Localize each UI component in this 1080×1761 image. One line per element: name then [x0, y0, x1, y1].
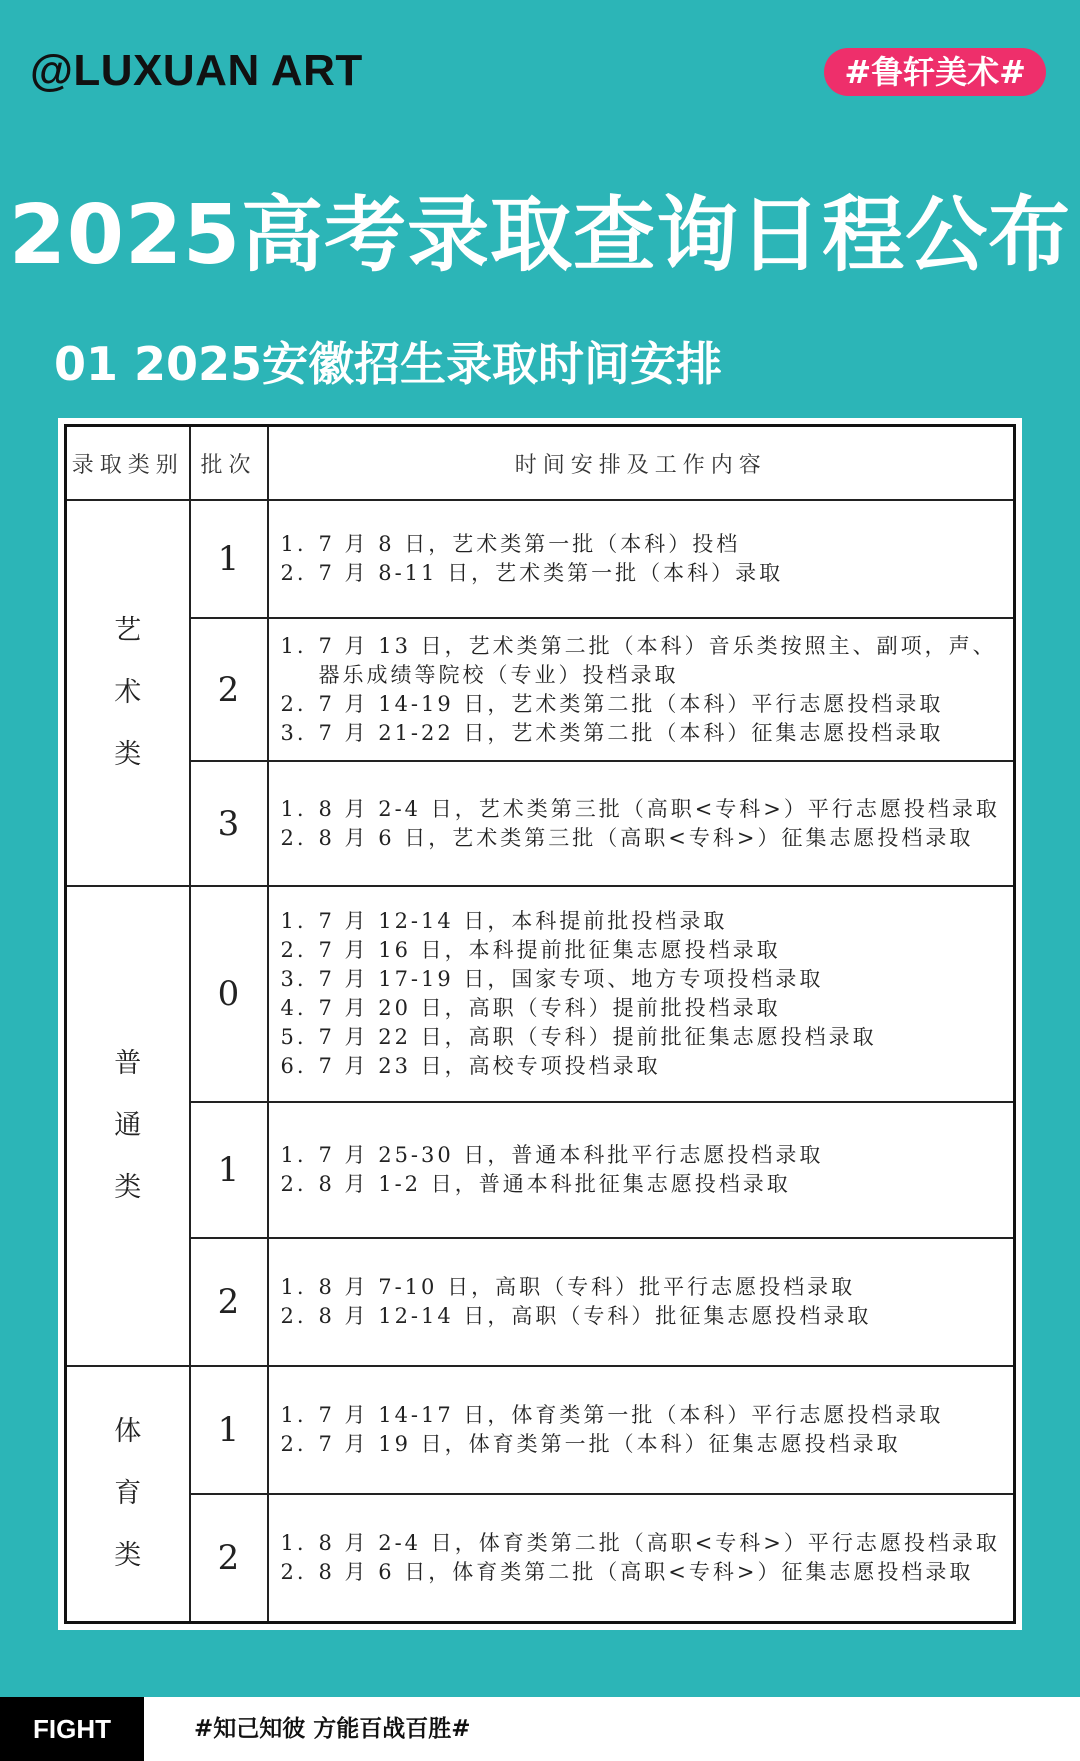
brand-logo-text: @LUXUAN ART [30, 46, 363, 95]
item-number: 1. [280, 1531, 307, 1556]
content-cell [268, 886, 1015, 1102]
content-cell [268, 1366, 1015, 1494]
item-number: 6. [280, 1053, 307, 1078]
item-text: 7 月 21-22 日，艺术类第二批（本科）征集志愿投档录取 [318, 720, 944, 745]
item-text: 7 月 8 日，艺术类第一批（本科）投档 [318, 532, 741, 557]
batch-cell: 0 [190, 886, 268, 1102]
content-cell [268, 1238, 1015, 1366]
item-number: 2. [280, 1432, 307, 1457]
schedule-item [281, 719, 1004, 748]
schedule-item [281, 907, 1004, 936]
item-text: 8 月 7-10 日，高职（专科）批平行志愿投档录取 [318, 1274, 856, 1299]
item-number: 3. [280, 720, 307, 745]
item-text: 7 月 12-14 日，本科提前批投档录取 [318, 908, 728, 933]
item-text: 8 月 2-4 日，艺术类第三批（高职<专科>）平行志愿投档录取 [318, 796, 1000, 821]
table-row [66, 1366, 1015, 1494]
item-number: 4. [280, 995, 307, 1020]
fight-label: FIGHT [0, 1697, 144, 1761]
item-text: 7 月 20 日，高职（专科）提前批投档录取 [318, 995, 781, 1020]
item-text: 7 月 13 日，艺术类第二批（本科）音乐类按照主、副项，声、器乐成绩等院校（专业）投档录取 [318, 633, 997, 687]
item-number: 1. [280, 908, 307, 933]
item-number: 1. [280, 633, 307, 658]
item-number: 2. [280, 1560, 307, 1585]
category-char: 通 [114, 1109, 142, 1141]
hashtag-badge: #鲁轩美术# [824, 48, 1046, 96]
batch-cell: 3 [190, 761, 268, 885]
batch-cell: 2 [190, 618, 268, 761]
category-char: 类 [114, 738, 142, 770]
item-text: 7 月 22 日，高职（专科）提前批征集志愿投档录取 [318, 1024, 877, 1049]
schedule-item [281, 690, 1004, 719]
schedule-item [281, 965, 1004, 994]
table-row [66, 500, 1015, 618]
table-body [66, 500, 1015, 1623]
table-row [66, 1102, 1015, 1238]
content-cell [268, 1494, 1015, 1622]
batch-cell: 2 [190, 1238, 268, 1366]
footer-bar [0, 1697, 1080, 1761]
item-text: 7 月 23 日，高校专项投档录取 [318, 1053, 661, 1078]
schedule-item [281, 1302, 1004, 1331]
schedule-item [281, 1558, 1004, 1587]
category-cell [66, 1366, 190, 1622]
item-text: 7 月 19 日，体育类第一批（本科）征集志愿投档录取 [318, 1432, 901, 1457]
item-text: 8 月 6 日，体育类第二批（高职<专科>）征集志愿投档录取 [318, 1560, 974, 1585]
item-text: 7 月 25-30 日，普通本科批平行志愿投档录取 [318, 1142, 824, 1167]
table-row [66, 1494, 1015, 1622]
item-number: 1. [280, 1142, 307, 1167]
schedule-item [281, 559, 1004, 588]
table-row [66, 1238, 1015, 1366]
batch-cell: 1 [190, 500, 268, 618]
category-char: 类 [114, 1171, 142, 1203]
category-cell [66, 886, 190, 1366]
table-row [66, 618, 1015, 761]
item-number: 2. [280, 937, 307, 962]
table-row [66, 886, 1015, 1102]
schedule-item [281, 795, 1004, 824]
section-subtitle: 01 2025安徽招生录取时间安排 [54, 337, 723, 391]
item-number: 1. [280, 1274, 307, 1299]
content-cell [268, 1102, 1015, 1238]
schedule-item [281, 1529, 1004, 1558]
item-number: 2. [280, 561, 307, 586]
page-title: 2025高考录取查询日程公布 [8, 188, 1072, 283]
category-char: 育 [114, 1478, 142, 1510]
header-batch: 批次 [190, 426, 268, 501]
schedule-item [281, 1401, 1004, 1430]
category-char: 普 [114, 1047, 142, 1079]
item-text: 7 月 17-19 日，国家专项、地方专项投档录取 [318, 966, 824, 991]
item-text: 7 月 16 日，本科提前批征集志愿投档录取 [318, 937, 781, 962]
header-content: 时间安排及工作内容 [268, 426, 1015, 501]
item-number: 1. [280, 796, 307, 821]
schedule-item [281, 936, 1004, 965]
batch-cell: 2 [190, 1494, 268, 1622]
schedule-card [58, 418, 1022, 1630]
item-text: 8 月 6 日，艺术类第三批（高职<专科>）征集志愿投档录取 [318, 825, 974, 850]
item-number: 5. [280, 1024, 307, 1049]
category-cell [66, 500, 190, 886]
category-char: 术 [114, 676, 142, 708]
schedule-item [281, 530, 1004, 559]
category-char: 体 [114, 1416, 142, 1448]
content-cell [268, 761, 1015, 885]
schedule-item [281, 824, 1004, 853]
schedule-table [64, 424, 1016, 1624]
item-number: 2. [280, 1171, 307, 1196]
category-char: 类 [114, 1540, 142, 1572]
item-number: 1. [280, 1403, 307, 1428]
schedule-item [281, 1141, 1004, 1170]
content-cell [268, 500, 1015, 618]
schedule-item [281, 1273, 1004, 1302]
header-category: 录取类别 [66, 426, 190, 501]
item-text: 8 月 2-4 日，体育类第二批（高职<专科>）平行志愿投档录取 [318, 1531, 1000, 1556]
footer-slogan: #知己知彼 方能百战百胜# [194, 1716, 471, 1742]
table-row [66, 761, 1015, 885]
batch-cell: 1 [190, 1366, 268, 1494]
item-number: 2. [280, 1303, 307, 1328]
item-number: 3. [280, 966, 307, 991]
content-cell [268, 618, 1015, 761]
schedule-item [281, 1023, 1004, 1052]
item-number: 2. [280, 825, 307, 850]
item-text: 7 月 14-17 日，体育类第一批（本科）平行志愿投档录取 [318, 1403, 944, 1428]
item-number: 1. [280, 532, 307, 557]
batch-cell: 1 [190, 1102, 268, 1238]
schedule-item [281, 994, 1004, 1023]
item-text: 8 月 12-14 日，高职（专科）批征集志愿投档录取 [318, 1303, 872, 1328]
schedule-item [281, 632, 1004, 690]
item-text: 7 月 14-19 日，艺术类第二批（本科）平行志愿投档录取 [318, 691, 944, 716]
item-text: 7 月 8-11 日，艺术类第一批（本科）录取 [318, 561, 784, 586]
item-text: 8 月 1-2 日，普通本科批征集志愿投档录取 [318, 1171, 791, 1196]
schedule-item [281, 1170, 1004, 1199]
table-header-row [66, 426, 1015, 501]
category-char: 艺 [114, 614, 142, 646]
schedule-item [281, 1430, 1004, 1459]
schedule-item [281, 1052, 1004, 1081]
item-number: 2. [280, 691, 307, 716]
